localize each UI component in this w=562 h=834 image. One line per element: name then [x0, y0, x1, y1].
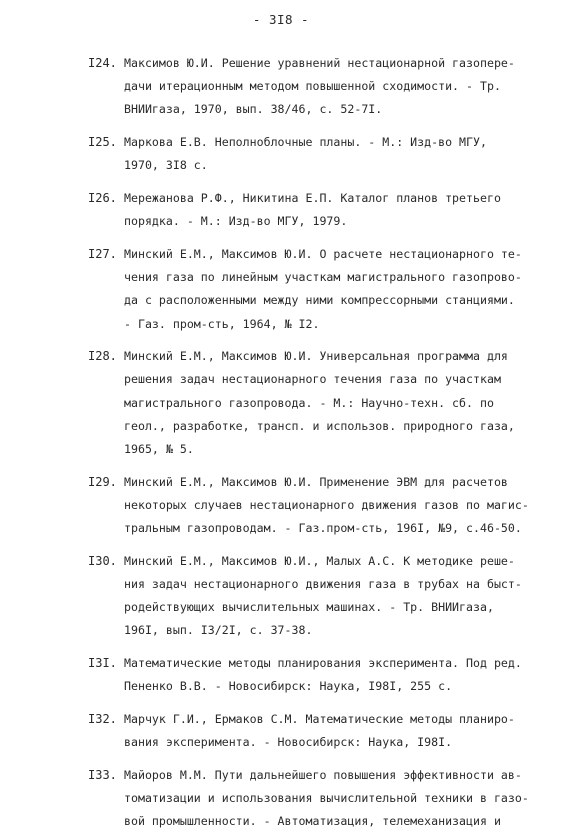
- reference-text-line: порядка. - М.: Изд-во МГУ, 1979.: [124, 214, 348, 229]
- reference-text-line: - Газ. пром-сть, 1964, № I2.: [124, 316, 320, 331]
- reference-number: I25.: [88, 135, 117, 150]
- reference-number: I29.: [88, 474, 117, 489]
- reference-text-line: геол., разработке, трансп. и использов. природного газа,: [124, 418, 515, 433]
- reference-text-line: Математические методы планирования эксперимента. Под ред.: [124, 656, 522, 671]
- reference-text-line: Максимов Ю.И. Решение уравнений нестационарной газопере-: [124, 56, 515, 70]
- reference-text-line: тральным газопроводам. - Газ.пром-сть, 196I, №9, с.46-50.: [124, 521, 522, 536]
- reference-number: I3I.: [88, 656, 117, 671]
- reference-text-line: Минский Е.М., Максимов Ю.И. Применение ЭВМ для расчетов: [124, 474, 508, 489]
- reference-number: I26.: [88, 191, 117, 205]
- reference-text-line: вой промышленности. - Автоматизация, телемеханизация и: [124, 814, 501, 829]
- reference-text-line: вания эксперимента. - Новосибирск: Наука, I98I.: [124, 735, 453, 750]
- reference-text-line: Минский Е.М., Максимов Ю.И. Универсальная программа для: [124, 349, 508, 364]
- reference-text-line: 1965, № 5.: [124, 442, 194, 456]
- reference-text-line: Марчук Г.И., Ермаков С.М. Математические методы планиро-: [124, 712, 515, 726]
- reference-number: I28.: [88, 349, 117, 364]
- reference-text-line: Минский Е.М., Максимов Ю.И., Малых А.С. К методике реше-: [124, 553, 515, 568]
- reference-text-line: Минский Е.М., Максимов Ю.И. О расчете нестационарного те-: [124, 246, 522, 261]
- reference-text-line: 196I, вып. I3/2I, с. 37-38.: [124, 623, 313, 638]
- reference-text-line: магистрального газопровода. - М.: Научно-техн. сб. по: [124, 395, 494, 410]
- reference-text-line: да с расположенными между ними компрессорными станциями.: [124, 293, 515, 308]
- reference-text-line: решения задач нестационарного течения газа по участкам: [124, 372, 501, 387]
- reference-number: I32.: [88, 712, 117, 726]
- reference-number: I33.: [88, 767, 117, 782]
- reference-text-line: ВНИИгаза, 1970, вып. 38/46, с. 52-7I.: [124, 102, 383, 117]
- reference-text-line: чения газа по линейным участкам магистрального газопрово-: [124, 270, 522, 285]
- reference-text-line: ния задач нестационарного движения газа в трубах на быст-: [124, 577, 522, 591]
- reference-text-line: Маркова Е.В. Неполноблочные планы. - М.: Изд-во МГУ,: [124, 135, 487, 150]
- reference-text-line: 1970, 3I8 с.: [124, 158, 208, 173]
- reference-number: I30.: [88, 553, 117, 568]
- reference-text-line: Майоров М.М. Пути дальнейшего повышения эффективности ав-: [124, 767, 522, 782]
- reference-text-line: дачи итерационным методом повышенной сходимости. - Тр.: [124, 79, 501, 94]
- reference-text-line: некоторых случаев нестационарного движения газов по магис-: [124, 497, 529, 512]
- reference-number: I27.: [88, 246, 117, 261]
- reference-text-line: Пененко В.В. - Новосибирск: Наука, I98I, 255 с.: [124, 679, 453, 694]
- reference-text-line: Мережанова Р.Ф., Никитина Е.П. Каталог планов третьего: [124, 191, 501, 205]
- reference-number: I24.: [88, 56, 117, 70]
- reference-text-line: родействующих вычислительных машинах. - Тр. ВНИИгаза,: [124, 600, 494, 615]
- page-number: - 3I8 -: [252, 12, 310, 27]
- reference-text-line: томатизации и использования вычислительной техники в газо-: [124, 791, 529, 806]
